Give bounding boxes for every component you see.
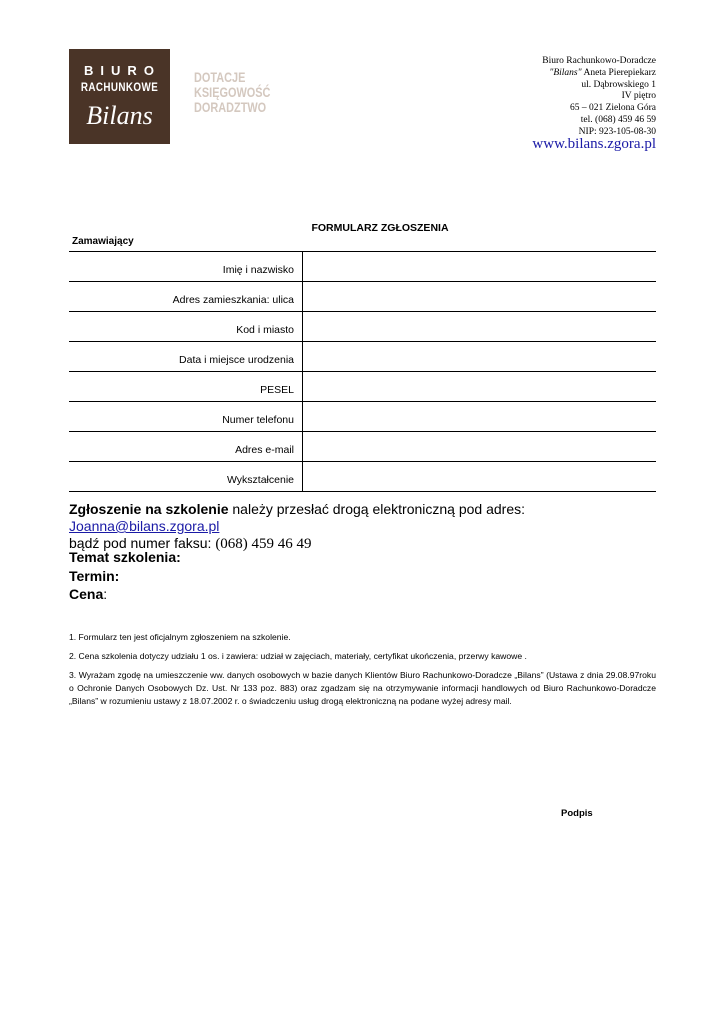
training-topic-label: Temat szkolenia: [69, 549, 181, 565]
postcode-city-field[interactable] [302, 312, 656, 341]
submission-heading: Zgłoszenie na szkolenie [69, 501, 229, 517]
birth-date-place-field[interactable] [302, 342, 656, 371]
address-brand: "Bilans" [549, 67, 582, 78]
address-line: tel. (068) 459 46 59 [580, 114, 656, 125]
price-colon: : [103, 586, 108, 602]
form-row [69, 282, 656, 312]
field-label: Imię i nazwisko [222, 264, 294, 276]
address-owner: Aneta Pierepiekarz [581, 67, 656, 78]
fax-text: bądź pod numer faksu: [69, 535, 216, 551]
registration-form-table [69, 251, 656, 492]
training-details [69, 548, 181, 604]
tagline-line: KSIĘGOWOŚĆ [194, 84, 271, 100]
logo-line-biuro: BIURO [84, 63, 161, 78]
tagline-line: DORADZTWO [194, 99, 267, 115]
submission-instructions [69, 501, 669, 553]
company-tagline [194, 70, 272, 115]
tagline-line: DOTACJE [194, 69, 246, 85]
form-row [69, 432, 656, 462]
logo-line-rachunkowe: RACHUNKOWE [80, 80, 159, 94]
form-row [69, 252, 656, 282]
note-item: 3. Wyrażam zgodę na umieszczenie ww. danych osobowych w bazie danych Klientów Biuro Rachunkowo-Doradcze „Bilans” (Ustawa z dnia 29.08.97roku o Ochronie Danych Osobowych Dz. Ust. Nr 133 poz. 883) oraz zgadzam się na otrzymywanie informacji handlowych od Biuro Rachunkowo-Doradcze „Bilans” w rozumieniu ustawy z 18.07.2002 r. o świadczeniu usług drogą elektroniczną na podane wyżej adresy mail. [69, 670, 656, 706]
terms-notes [69, 631, 656, 714]
email-field[interactable] [302, 432, 656, 461]
field-label: PESEL [260, 384, 294, 396]
website-link[interactable]: www.bilans.zgora.pl [532, 136, 656, 152]
signature-label: Podpis [561, 808, 593, 819]
field-label: Kod i miasto [236, 324, 294, 336]
training-price-label: Cena [69, 586, 104, 602]
phone-field[interactable] [302, 402, 656, 431]
training-date-label: Termin: [69, 567, 120, 584]
note-item: 1. Formularz ten jest oficjalnym zgłoszeniem na szkolenie. [69, 632, 291, 642]
form-row [69, 462, 656, 492]
field-label: Numer telefonu [222, 414, 294, 426]
street-field[interactable] [302, 282, 656, 311]
email-link[interactable]: Joanna@bilans.zgora.pl [69, 518, 220, 534]
education-field[interactable] [302, 462, 656, 491]
logo-line-bilans: Bilans [86, 101, 153, 130]
form-row [69, 342, 656, 372]
form-row [69, 402, 656, 432]
address-line [542, 68, 656, 80]
company-logo [69, 49, 170, 144]
section-label: Zamawiający [72, 236, 134, 247]
note-item: 2. Cena szkolenia dotyczy udziału 1 os. i zawiera: udział w zajęciach, materiały, certyfikat ukończenia, przerwy kawowe . [69, 651, 527, 661]
name-field[interactable] [302, 252, 656, 281]
address-line: 65 – 021 Zielona Góra [569, 103, 656, 114]
form-row [69, 312, 656, 342]
form-title: FORMULARZ ZGŁOSZENIA [311, 222, 449, 234]
submission-text: należy przesłać drogą elektroniczną pod adres: [228, 501, 526, 517]
address-line: Biuro Rachunkowo-Doradcze [542, 56, 656, 66]
fax-number: (068) 459 46 49 [215, 536, 312, 552]
field-label: Adres e-mail [235, 444, 294, 456]
pesel-field[interactable] [302, 372, 656, 401]
field-label: Adres zamieszkania: ulica [172, 294, 294, 306]
field-label: Wykształcenie [226, 474, 294, 486]
company-address [542, 56, 656, 139]
address-line: ul. Dąbrowskiego 1 [581, 79, 656, 90]
form-row [69, 372, 656, 402]
field-label: Data i miejsce urodzenia [179, 354, 294, 366]
address-line: IV piętro [621, 91, 656, 102]
address-line: NIP: 923-105-08-30 [578, 126, 656, 137]
